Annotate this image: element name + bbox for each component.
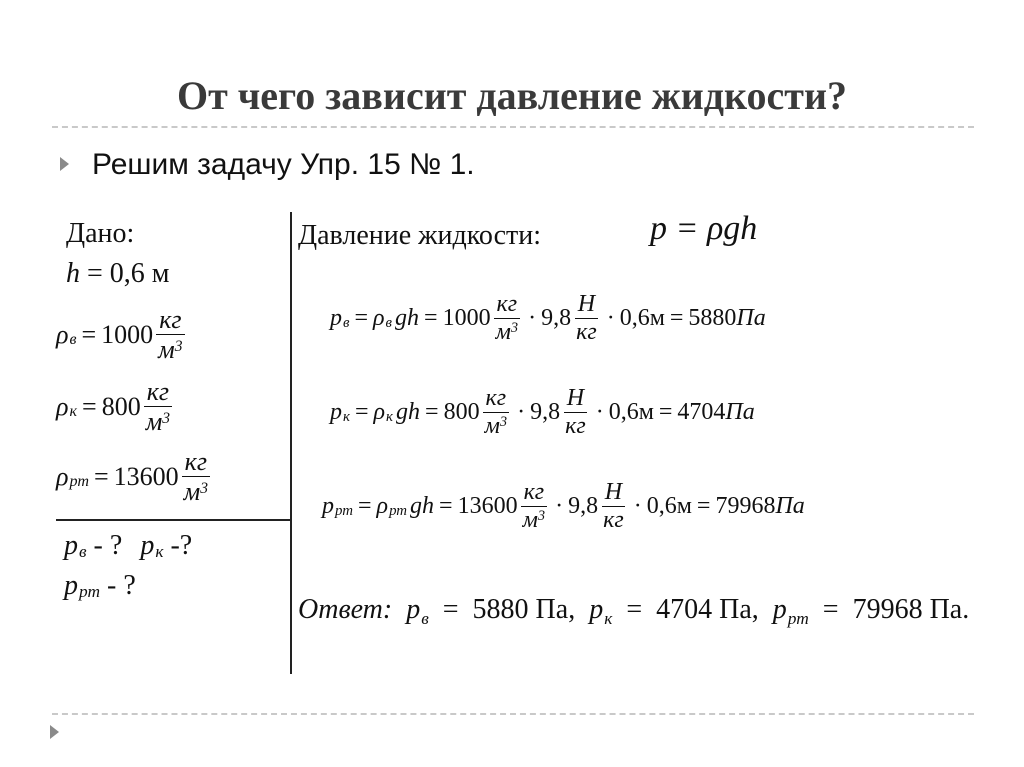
given-find-divider: [56, 519, 290, 521]
equation-kerosene: p к = ρ к gh = 800 $\frac{кг}{м^3}$ · 9,8 $\frac{Н}{кг}$ · 0,6м = 4704 Па: [330, 385, 755, 440]
table-vertical-divider: [290, 212, 292, 674]
find-line-1: p в - ? p к -?: [64, 530, 193, 562]
density-kerosene-subscript: к: [69, 403, 78, 421]
given-density-kerosene: ρ к = 800 $\frac{кг}{м^3}$: [56, 378, 175, 436]
density-water-subscript: в: [69, 331, 77, 349]
bullet-text: Решим задачу Упр. 15 № 1.: [92, 148, 475, 181]
density-mercury-unit: $\frac{кг}{м^3}$: [183, 447, 209, 507]
given-density-water: ρ в = 1000 $\frac{кг}{м^3}$: [56, 306, 188, 364]
pressure-formula: p = ρgh: [650, 210, 758, 247]
height-variable: h: [66, 258, 80, 289]
answer-text: Ответ: $p_в = 5880$ Па, $p_к = 4704$ Па, $p_{рт} = 79968$ Па.: [298, 594, 970, 629]
height-value: = 0,6 м: [80, 258, 170, 289]
bottom-divider: [52, 713, 974, 715]
given-density-mercury: ρ рт = 13600 $\frac{кг}{м^3}$: [56, 448, 213, 506]
density-kerosene-value: 800: [101, 391, 141, 421]
top-divider: [52, 126, 974, 128]
footer-arrow-icon: [50, 725, 59, 739]
find-line-2: p рт - ?: [64, 570, 136, 602]
density-kerosene-unit: $\frac{кг}{м^3}$: [145, 377, 171, 437]
answer-label: Ответ:: [298, 594, 393, 625]
slide-title: От чего зависит давление жидкости?: [176, 73, 848, 118]
density-mercury-subscript: рт: [69, 473, 89, 491]
density-water-unit: $\frac{кг}{м^3}$: [158, 305, 183, 365]
bullet-arrow-icon: [60, 157, 69, 171]
given-label: Дано:: [66, 218, 135, 249]
equation-mercury: p рт = ρ рт gh = 13600 $\frac{кг}{м^3}$ · 9,8 $\frac{Н}{кг}$ · 0,6м = 79968 Па: [322, 479, 805, 534]
density-water-value: 1000: [101, 319, 154, 349]
density-mercury-value: 13600: [113, 461, 179, 491]
equation-water: p в = ρ в gh = 1000 $\frac{кг}{м^3}$ · 9,8 $\frac{Н}{кг}$ · 0,6м = 5880 Па: [330, 291, 766, 346]
pressure-label: Давление жидкости:: [298, 220, 542, 251]
given-height: [66, 258, 170, 290]
